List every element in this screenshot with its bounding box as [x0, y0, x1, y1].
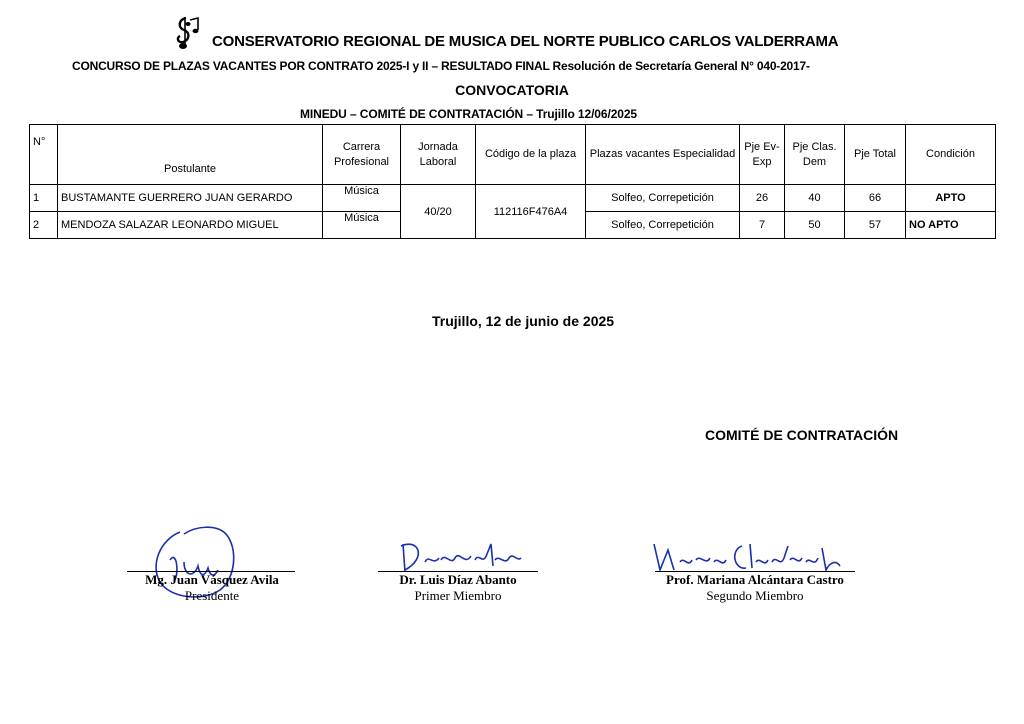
row-jornada: 40/20	[401, 185, 476, 239]
signer-role: Segundo Miembro	[706, 588, 804, 603]
row-plaza: Solfeo, Correpetición	[586, 212, 740, 239]
row-pje-ev: 7	[740, 212, 785, 239]
header-plazas: Plazas vacantes Especialidad	[586, 125, 740, 185]
row-pje-clas: 40	[785, 185, 845, 212]
row-plaza: Solfeo, Correpetición	[586, 185, 740, 212]
row-postulante: BUSTAMANTE GUERRERO JUAN GERARDO	[58, 185, 323, 212]
row-postulante: MENDOZA SALAZAR LEONARDO MIGUEL	[58, 212, 323, 239]
row-num: 1	[30, 185, 58, 212]
music-note-logo-icon	[172, 16, 200, 50]
table-row	[30, 185, 996, 212]
signer-name: Mg. Juan Vásquez Avila	[145, 572, 279, 587]
row-condicion: NO APTO	[906, 212, 996, 239]
table-header-row	[30, 125, 996, 185]
header-pje-clas: Pje Clas. Dem	[785, 125, 845, 185]
row-num: 2	[30, 212, 58, 239]
committee-heading: COMITÉ DE CONTRATACIÓN	[705, 427, 899, 443]
signature-block	[368, 572, 548, 604]
signer-name: Prof. Mariana Alcántara Castro	[666, 572, 844, 587]
header-condicion: Condición	[906, 125, 996, 185]
document-date: Trujillo, 12 de junio de 2025	[432, 313, 615, 329]
signer-name: Dr. Luis Díaz Abanto	[399, 572, 517, 587]
header-jornada: Jornada Laboral	[401, 125, 476, 185]
handwritten-signature-icon	[395, 536, 525, 576]
row-carrera: Música	[323, 185, 401, 212]
results-table	[29, 124, 996, 239]
institution-title: CONSERVATORIO REGIONAL DE MUSICA DEL NORTE PUBLICO CARLOS VALDERRAMA	[212, 33, 839, 50]
row-carrera: Música	[323, 212, 401, 239]
signer-role: Primer Miembro	[414, 588, 502, 603]
row-pje-clas: 50	[785, 212, 845, 239]
header-carrera: Carrera Profesional	[323, 125, 401, 185]
committee-line: MINEDU – COMITÉ DE CONTRATACIÓN – Trujillo 12/06/2025	[300, 107, 637, 121]
concurso-subtitle: CONCURSO DE PLAZAS VACANTES POR CONTRATO 2025-I y II – RESULTADO FINAL Resolución de Secretaría General N° 040-2017-	[72, 59, 810, 73]
header-pje-ev: Pje Ev-Exp	[740, 125, 785, 185]
header-num: N°	[30, 125, 58, 185]
row-pje-total: 66	[845, 185, 906, 212]
header-postulante: Postulante	[58, 125, 323, 185]
signer-role: Presidente	[184, 588, 240, 603]
header-pje-total: Pje Total	[845, 125, 906, 185]
header-codigo: Código de la plaza	[476, 125, 586, 185]
convocatoria-heading: CONVOCATORIA	[455, 82, 569, 98]
row-pje-total: 57	[845, 212, 906, 239]
signature-block	[650, 572, 860, 604]
row-codigo: 112116F476A4	[476, 185, 586, 239]
signature-block	[117, 572, 307, 604]
row-pje-ev: 26	[740, 185, 785, 212]
row-condicion: APTO	[906, 185, 996, 212]
